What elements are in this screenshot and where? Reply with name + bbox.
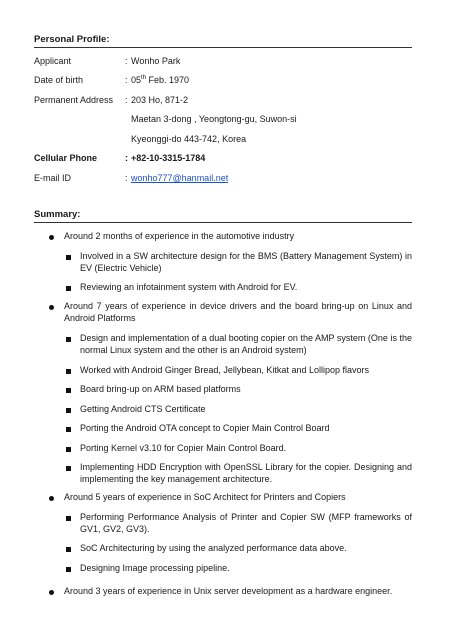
bullet-square-icon: [66, 388, 71, 393]
bullet-square-icon: [66, 408, 71, 413]
summary-subitem: Implementing HDD Encryption with OpenSSL Library for the copier. Designing and implementing the key management architecture.: [80, 462, 412, 484]
applicant-label: Applicant: [34, 56, 72, 66]
summary-subitem: Board bring-up on ARM based platforms: [80, 384, 241, 394]
address-line2: Maetan 3-dong , Yeongtong-gu, Suwon-si: [131, 114, 297, 124]
summary-item: Around 7 years of experience in device drivers and the board bring-up on Linux and Android Platforms: [64, 301, 412, 323]
summary-subitem: SoC Architecturing by using the analyzed performance data above.: [80, 543, 347, 553]
summary-subitem: Involved in a SW architecture design for the BMS (Battery Management System) in EV (Electric Vehicle): [80, 251, 412, 273]
summary-subitem: Reviewing an infotainment system with Android for EV.: [80, 282, 298, 292]
summary-item: Around 2 months of experience in the automotive industry: [64, 231, 295, 241]
applicant-value: Wonho Park: [131, 56, 181, 66]
phone-value: +82-10-3315-1784: [131, 153, 206, 163]
colon: :: [125, 75, 128, 85]
summary-heading: Summary:: [34, 209, 412, 223]
bullet-square-icon: [66, 337, 71, 342]
summary-subitem: Porting Kernel v3.10 for Copier Main Control Board.: [80, 443, 287, 453]
address-line1: 203 Ho, 871-2: [131, 95, 189, 105]
summary-subitem: Designing Image processing pipeline.: [80, 563, 230, 573]
summary-subitem: Porting the Android OTA concept to Copier Main Control Board: [80, 423, 330, 433]
phone-label: Cellular Phone: [34, 153, 98, 163]
bullet-dot-icon: [49, 590, 54, 595]
summary-item: Around 5 years of experience in SoC Architect for Printers and Copiers: [64, 492, 346, 502]
colon: :: [125, 56, 128, 66]
bullet-square-icon: [66, 447, 71, 452]
bullet-square-icon: [66, 427, 71, 432]
bullet-dot-icon: [49, 496, 54, 501]
bullet-square-icon: [66, 286, 71, 291]
personal-profile-heading: Personal Profile:: [34, 34, 412, 48]
bullet-square-icon: [66, 255, 71, 260]
bullet-square-icon: [66, 516, 71, 521]
bullet-dot-icon: [49, 305, 54, 310]
dob-label: Date of birth: [34, 75, 84, 85]
colon: :: [125, 173, 128, 183]
colon: :: [125, 153, 128, 163]
email-link[interactable]: wonho777@hanmail.net: [131, 173, 229, 183]
bullet-square-icon: [66, 567, 71, 572]
summary-subitem: Performing Performance Analysis of Printer and Copier SW (MFP frameworks of GV1, GV2, GV3).: [80, 512, 412, 534]
address-label: Permanent Address: [34, 95, 114, 105]
summary-subitem: Design and implementation of a dual booting copier on the AMP system (One is the normal Linux system and the other is an Android system): [80, 333, 412, 355]
summary-subitem: Worked with Android Ginger Bread, Jellybean, Kitkat and Lollipop flavors: [80, 365, 369, 375]
bullet-square-icon: [66, 547, 71, 552]
bullet-dot-icon: [49, 235, 54, 240]
address-line3: Kyeonggi-do 443-742, Korea: [131, 134, 247, 144]
email-label: E-mail ID: [34, 173, 72, 183]
bullet-square-icon: [66, 369, 71, 374]
bullet-square-icon: [66, 466, 71, 471]
summary-subitem: Getting Android CTS Certificate: [80, 404, 206, 414]
dob-value: 05th Feb. 1970: [131, 75, 190, 85]
colon: :: [125, 95, 128, 105]
summary-item: Around 3 years of experience in Unix server development as a hardware engineer.: [64, 586, 393, 596]
